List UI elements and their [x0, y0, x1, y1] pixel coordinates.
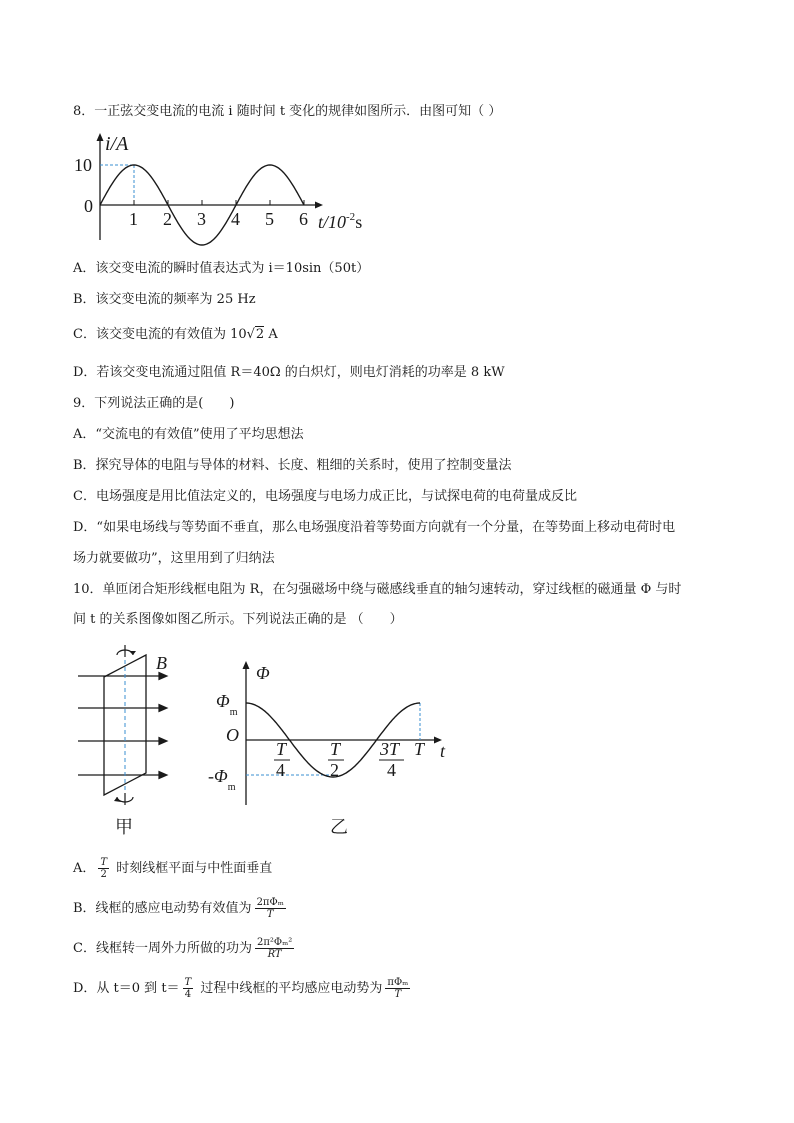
q8-sqrt-radicand: 2 — [255, 327, 265, 342]
tick-t-over-4 — [274, 739, 290, 780]
q8-sqrt-sign: √ — [246, 327, 255, 342]
field-lines — [78, 673, 167, 779]
q10-stem-line1: 10．单匝闭合矩形线框电阻为 R，在匀强磁场中绕与磁感线垂直的轴匀速转动，穿过线框的磁通量 Φ 与时 — [73, 582, 682, 597]
q10-option-b[interactable]: B．线框的感应电动势有效值为 $\frac{\text{2πΦₘ}}{T}$ — [73, 897, 284, 920]
q8-option-d[interactable]: D．若该交变电流通过阻值 R＝40Ω 的白炽灯，则电灯消耗的功率是 8 kW — [73, 365, 505, 380]
q10-figure-jia — [70, 645, 190, 840]
q9-option-c[interactable]: C．电场强度是用比值法定义的，电场强度与电场力成正比，与试探电荷的电荷量成反比 — [73, 489, 577, 504]
q8-y-tick-10: 10 — [74, 155, 92, 175]
phi-m-label: $\Phi_m$ — [216, 691, 238, 718]
frac-emf-rms: $\frac{\text{2πΦₘ}}{T}$ — [256, 897, 284, 920]
q8-origin: 0 — [84, 196, 93, 216]
q10-option-c[interactable]: C．线框转一周外力所做的功为 $\frac{\text{2π²Φₘ²}}{RT}$ — [73, 937, 293, 960]
svg-text:4: 4 — [387, 760, 396, 780]
q8-x-label: $t/10^{-2}s$ — [318, 211, 363, 232]
frac-avg-emf: $\frac{\text{πΦₘ}}{T}$ — [387, 977, 409, 1000]
neg-phi-m-label: $-\Phi_m$ — [208, 766, 236, 793]
q8-x-axis-arrow — [315, 202, 323, 209]
q8-y-label-text: i/A — [105, 133, 129, 155]
q8-option-c[interactable] — [73, 326, 278, 344]
field-label-b: B — [156, 653, 167, 673]
q8-option-c-unit: A — [268, 327, 278, 342]
q8-option-a[interactable]: A．该交变电流的瞬时值表达式为 i＝10sin（50t） — [73, 261, 370, 276]
phi-axis-label: Φ — [256, 663, 270, 683]
q9-option-d-line2[interactable]: 场力就要做功”，这里用到了归纳法 — [73, 551, 275, 566]
svg-text:T: T — [330, 739, 341, 759]
q8-x-tick-label-6: 6 — [299, 209, 308, 229]
q8-option-b[interactable]: B．该交变电流的频率为 25 Hz — [73, 292, 256, 307]
origin-label: O — [226, 725, 239, 745]
svg-text:4: 4 — [276, 760, 285, 780]
tick-t-over-2 — [328, 739, 344, 780]
svg-text:3T: 3T — [380, 739, 400, 759]
tick-t-period: T — [414, 739, 425, 759]
frac-t-over-2: $\frac{T}{2}$ — [100, 857, 108, 880]
q8-x-tick-label-3: 3 — [197, 209, 206, 229]
q10-option-a[interactable]: A． $\frac{T}{2}$ 时刻线框平面与中性面垂直 — [73, 857, 273, 880]
q9-option-d-line1[interactable]: D．“如果电场线与等势面不垂直，那么电场强度沿着等势面方向就有一个分量，在等势面上移动电荷时电 — [73, 520, 676, 535]
frac-work: $\frac{\text{2π²Φₘ²}}{RT}$ — [256, 937, 293, 960]
q9-option-b[interactable]: B．探究导体的电阻与导体的材料、长度、粗细的关系时，使用了控制变量法 — [73, 458, 512, 473]
q10-option-d[interactable]: D．从 t＝0 到 t＝ $\frac{T}{4}$ 过程中线框的平均感应电动势为 $\frac{\text{πΦₘ}}{T}$ — [73, 977, 409, 1000]
q10-figure-yi — [210, 655, 460, 840]
q8-x-tick-label-4: 4 — [231, 209, 240, 229]
q8-y-axis-arrow — [97, 133, 104, 141]
t-axis-label: t — [440, 741, 446, 761]
q8-stem: 8．一正弦交变电流的电流 i 随时间 t 变化的规律如图所示．由图可知（ ） — [73, 104, 502, 119]
svg-text:2: 2 — [330, 760, 339, 780]
q9-stem: 9．下列说法正确的是( ) — [73, 396, 235, 411]
q8-option-c-prefix: C．该交变电流的有效值为 10 — [73, 327, 247, 342]
q8-y-label — [105, 133, 129, 155]
caption-jia: 甲 — [115, 817, 133, 837]
q8-x-tick-label-2: 2 — [163, 209, 172, 229]
q10-stem-line2: 间 t 的关系图像如图乙所示。下列说法正确的是 （ ） — [73, 612, 403, 627]
svg-text:T: T — [276, 739, 287, 759]
q8-x-tick-label-5: 5 — [265, 209, 274, 229]
caption-yi: 乙 — [330, 817, 348, 837]
q9-option-a[interactable]: A．“交流电的有效值”使用了平均思想法 — [73, 427, 304, 442]
tick-3t-over-4 — [379, 739, 404, 780]
q8-x-tick-label-1: 1 — [129, 209, 138, 229]
frac-t-over-4: $\frac{T}{4}$ — [184, 977, 192, 1000]
q8-current-chart — [60, 130, 400, 250]
